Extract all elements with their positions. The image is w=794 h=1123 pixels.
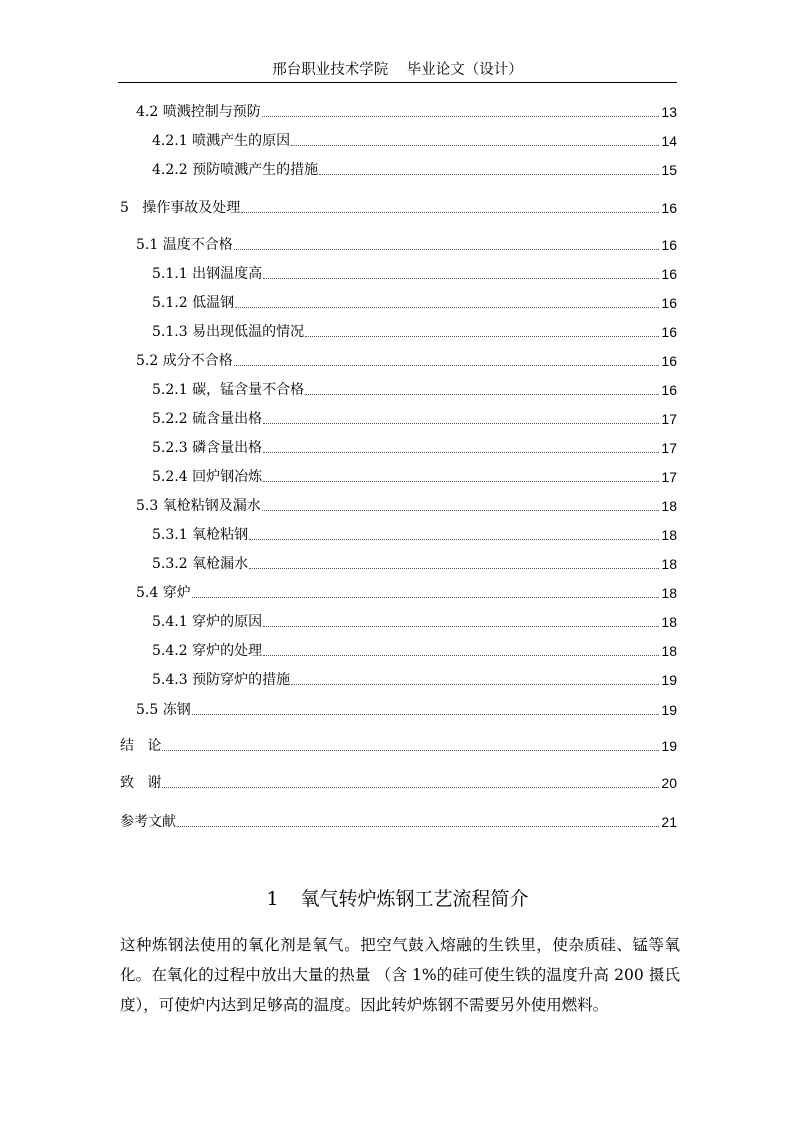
toc-entry-5-4-1[interactable] [152, 611, 677, 631]
toc-label: 参考文献 [120, 814, 176, 830]
toc-page: 16 [661, 295, 677, 311]
toc-leader [291, 145, 659, 146]
header-doc-type: 毕业论文（设计） [406, 62, 523, 78]
toc-label: 5.1.3 易出现低温的情况 [152, 324, 305, 340]
toc-leader [234, 249, 660, 250]
toc-label: 4.2.1 喷溅产生的原因 [152, 133, 291, 149]
toc-page: 18 [661, 527, 677, 543]
toc-page: 15 [661, 162, 677, 178]
toc-label: 5.2.3 磷含量出格 [152, 440, 263, 456]
toc-page: 19 [661, 672, 677, 688]
toc-page: 16 [661, 237, 677, 253]
toc-page: 16 [661, 266, 677, 282]
toc-label: 致 谢 [120, 775, 162, 791]
toc-label: 5.3.2 氧枪漏水 [152, 556, 249, 572]
toc-label: 5.4.1 穿炉的原因 [152, 614, 263, 630]
toc-leader [241, 212, 659, 213]
toc-leader [262, 116, 660, 117]
toc-entry-5-3-1[interactable] [152, 524, 677, 544]
toc-page: 16 [661, 324, 677, 340]
toc-label: 5.4.3 预防穿炉的措施 [152, 672, 291, 688]
toc-page: 17 [661, 469, 677, 485]
toc-leader [263, 278, 659, 279]
toc-leader [319, 174, 659, 175]
toc-page: 16 [661, 382, 677, 398]
toc-entry-references[interactable] [120, 811, 677, 831]
toc-entry-5-5[interactable] [136, 699, 677, 719]
toc-leader [305, 394, 659, 395]
toc-label: 5 操作事故及处理 [120, 200, 241, 216]
toc-entry-5-2-4[interactable] [152, 466, 677, 486]
toc-entry-5-2-2[interactable] [152, 408, 677, 428]
toc-leader [249, 568, 659, 569]
toc-label: 5.3.1 氧枪粘钢 [152, 527, 249, 543]
toc-entry-5-4[interactable] [136, 582, 677, 602]
toc-leader [291, 684, 659, 685]
toc-entry-conclusion[interactable] [120, 735, 677, 755]
toc-label: 5.2 成分不合格 [136, 353, 233, 369]
toc-leader [249, 539, 659, 540]
toc-label: 5.2.2 硫含量出格 [152, 411, 263, 427]
toc-page: 16 [661, 200, 677, 216]
toc-entry-5-1-1[interactable] [152, 263, 677, 283]
toc-page: 16 [661, 353, 677, 369]
toc-entry-5-2-3[interactable] [152, 437, 677, 457]
chapter-title-text: 氧气转炉炼钢工艺流程简介 [300, 888, 529, 910]
toc-label: 4.2 喷溅控制与预防 [136, 104, 261, 120]
toc-entry-acknowledgements[interactable] [120, 772, 677, 792]
toc-entry-4-2-1[interactable] [152, 130, 677, 150]
toc-label: 4.2.2 预防喷溅产生的措施 [152, 162, 319, 178]
toc-page: 18 [661, 498, 677, 514]
toc-label: 5.2.1 碳，锰含量不合格 [152, 382, 305, 398]
toc-entry-5-2-1[interactable] [152, 379, 677, 399]
toc-leader [162, 787, 659, 788]
toc-entry-5-4-2[interactable] [152, 640, 677, 660]
toc-page: 20 [661, 775, 677, 791]
toc-leader [162, 750, 659, 751]
header-school: 邢台职业技术学院 [272, 62, 389, 78]
toc-label: 结 论 [120, 738, 162, 754]
chapter-heading [118, 886, 677, 912]
toc-label: 5.4.2 穿炉的处理 [152, 643, 263, 659]
toc-entry-5-2[interactable] [136, 350, 677, 370]
toc-entry-5-3[interactable] [136, 495, 677, 515]
page-header [118, 60, 677, 80]
toc-page: 21 [661, 814, 677, 830]
toc-leader [263, 626, 659, 627]
toc-entry-4-2-2[interactable] [152, 159, 677, 179]
toc-entry-5-1[interactable] [136, 234, 677, 254]
toc-label: 5.5 冻钢 [136, 702, 191, 718]
toc-entry-5-1-2[interactable] [152, 292, 677, 312]
toc-entry-5-4-3[interactable] [152, 669, 677, 689]
toc-leader [263, 481, 659, 482]
body-paragraph: 这种炼钢法使用的氧化剂是氧气。把空气鼓入熔融的生铁里，使杂质硅、锰等氧化。在氧化的过程中放出大量的热量 （含 1%的硅可使生铁的温度升高 200 摄氏度），可使炉内达到足够高的温度。因此转炉炼钢不需要另外使用燃料。 [120, 936, 680, 1014]
toc-page: 18 [661, 585, 677, 601]
toc-leader [192, 597, 660, 598]
toc-page: 19 [661, 702, 677, 718]
toc-entry-5-3-2[interactable] [152, 553, 677, 573]
toc-leader [177, 826, 659, 827]
toc-leader [235, 307, 659, 308]
header-rule [118, 82, 677, 83]
chapter-number: 1 [266, 888, 279, 910]
toc-page: 17 [661, 440, 677, 456]
toc-page: 18 [661, 614, 677, 630]
toc-leader [192, 714, 660, 715]
toc-page: 17 [661, 411, 677, 427]
toc-leader [305, 336, 659, 337]
toc-entry-5-1-3[interactable] [152, 321, 677, 341]
toc-page: 18 [661, 556, 677, 572]
toc-leader [263, 655, 659, 656]
toc-leader [262, 510, 660, 511]
toc-label: 5.4 穿炉 [136, 585, 191, 601]
toc-label: 5.1 温度不合格 [136, 237, 233, 253]
toc-page: 18 [661, 643, 677, 659]
toc-entry-5[interactable] [120, 197, 677, 217]
toc-label: 5.3 氧枪粘钢及漏水 [136, 498, 261, 514]
toc-leader [234, 365, 660, 366]
toc-page: 14 [661, 133, 677, 149]
toc-label: 5.2.4 回炉钢冶炼 [152, 469, 263, 485]
toc-entry-4-2[interactable] [136, 101, 677, 121]
toc-label: 5.1.2 低温钢 [152, 295, 235, 311]
toc-page: 19 [661, 738, 677, 754]
toc-leader [263, 423, 659, 424]
toc-label: 5.1.1 出钢温度高 [152, 266, 263, 282]
toc-leader [263, 452, 659, 453]
toc-page: 13 [661, 104, 677, 120]
